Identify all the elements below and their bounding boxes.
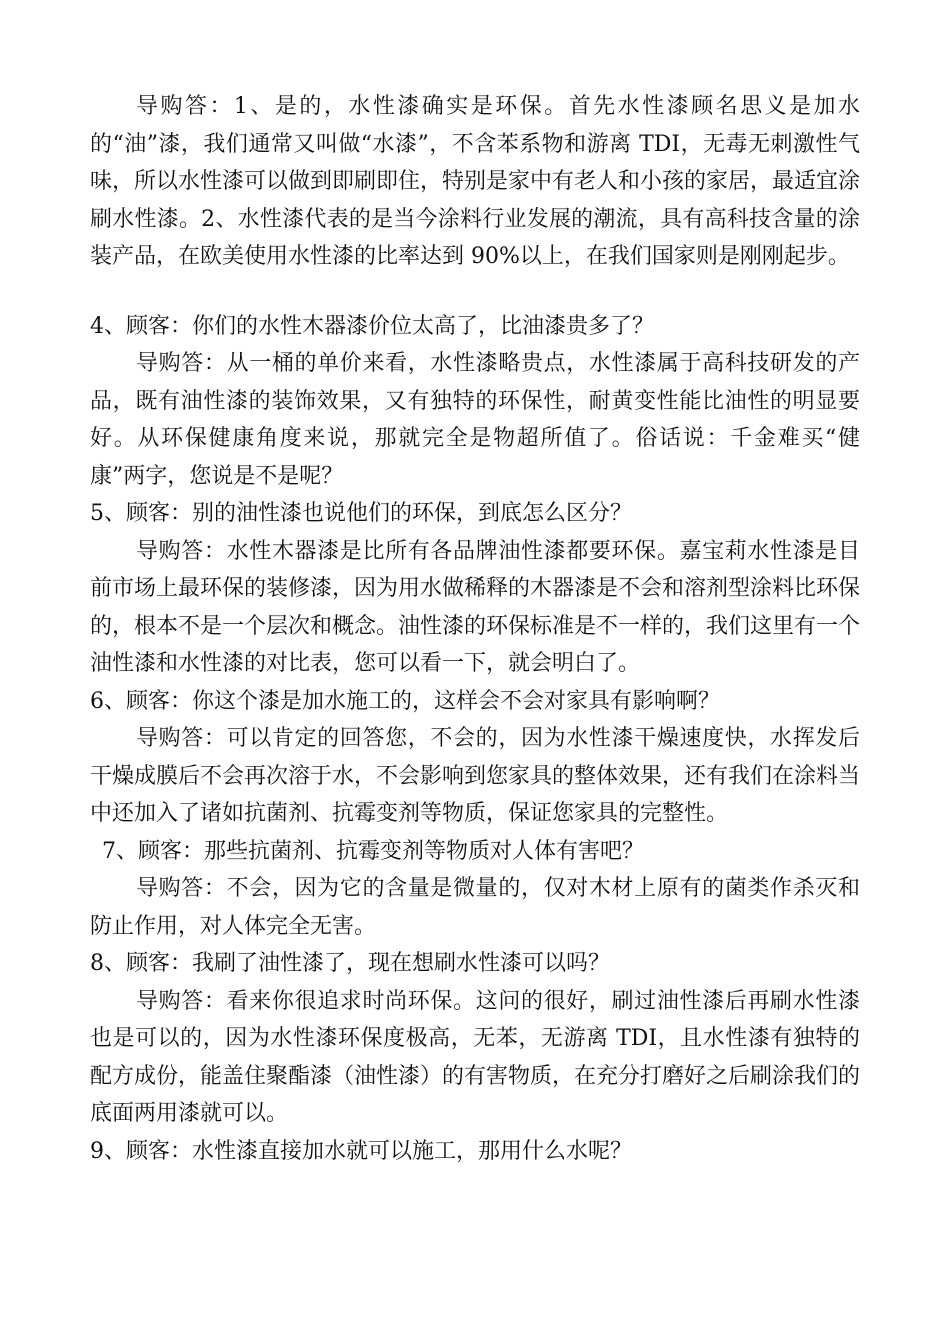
question-7: 7、顾客：那些抗菌剂、抗霉变剂等物质对人体有害吧？ (102, 838, 644, 864)
answer-paragraph-1: 导购答：1、是的，水性漆确实是环保。首先水性漆顾名思义是加水的“油”漆，我们通常又叫做“水漆”，不含苯系物和游离 TDI，无毒无刺激性气味，所以水性漆可以做到即刷即住，特别是家中有老人和小孩的家居，最适宜涂刷水性漆。2、水性漆代表的是当今涂料行业发展的潮流，具有高科技含量的涂装产品，在欧美使用水性漆的比率达到 90%以上，在我们国家则是刚刚起步。 (90, 94, 861, 269)
question-6: 6、顾客：你这个漆是加水施工的，这样会不会对家具有影响啊？ (90, 688, 720, 714)
answer-6: 导购答：可以肯定的回答您，不会的，因为水性漆干燥速度快，水挥发后干燥成膜后不会再次溶于水，不会影响到您家具的整体效果，还有我们在涂料当中还加入了诸如抗菌剂、抗霉变剂等物质，保证您家具的完整性。 (90, 726, 861, 826)
answer-4: 导购答：从一桶的单价来看，水性漆略贵点，水性漆属于高科技研发的产品，既有油性漆的装饰效果，又有独特的环保性，耐黄变性能比油性的明显要好。从环保健康角度来说，那就完全是物超所值了。俗话说：千金难买“健康”两字，您说是不是呢？ (90, 351, 860, 489)
answer-5: 导购答：水性木器漆是比所有各品牌油性漆都要环保。嘉宝莉水性漆是目前市场上最环保的装修漆，因为用水做稀释的木器漆是不会和溶剂型涂料比环保的，根本不是一个层次和概念。油性漆的环保标准是不一样的，我们这里有一个油性漆和水性漆的对比表，您可以看一下，就会明白了。 (90, 538, 861, 676)
answer-7: 导购答：不会，因为它的含量是微量的，仅对木材上原有的菌类作杀灭和防止作用，对人体完全无害。 (90, 876, 860, 939)
document-page (90, 88, 860, 1170)
question-9: 9、顾客：水性漆直接加水就可以施工，那用什么水呢？ (90, 1138, 632, 1164)
question-8: 8、顾客：我刷了油性漆了，现在想刷水性漆可以吗？ (90, 951, 610, 976)
question-5: 5、顾客：别的油性漆也说他们的环保，到底怎么区分？ (90, 501, 632, 526)
answer-8: 导购答：看来你很追求时尚环保。这问的很好，刷过油性漆后再刷水性漆也是可以的，因为水性漆环保度极高，无苯，无游离 TDI，且水性漆有独特的配方成份，能盖住聚酯漆（油性漆）的有害物质，在充分打磨好之后刷涂我们的底面两用漆就可以。 (90, 988, 861, 1126)
question-4: 4、顾客：你们的水性木器漆价位太高了，比油漆贵多了？ (90, 313, 654, 339)
paragraph-gap (90, 276, 860, 308)
